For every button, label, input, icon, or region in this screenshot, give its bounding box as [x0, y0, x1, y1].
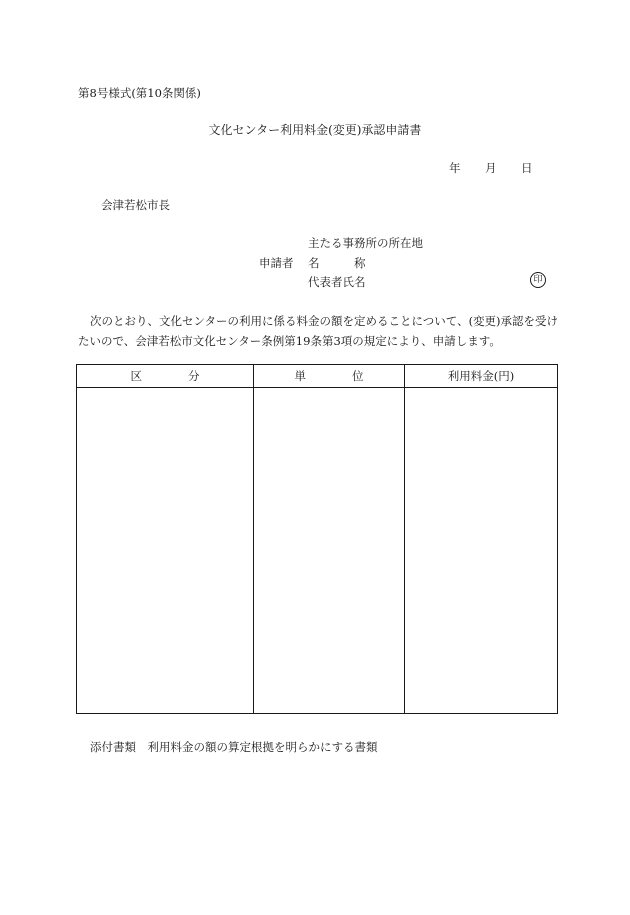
fee-table [76, 364, 558, 714]
form-number: 第8号様式(第10条関係) [78, 86, 201, 100]
column-header-category: 区 分 [77, 365, 254, 388]
representative-name-label: 代表者氏名 [308, 275, 366, 289]
date-day: 日 [521, 161, 533, 175]
addressee: 会津若松市長 [101, 198, 170, 212]
unit-cell[interactable] [254, 388, 405, 714]
name-label: 名 称 [308, 256, 366, 270]
office-address-label: 主たる事務所の所在地 [308, 236, 423, 250]
column-header-fee: 利用料金(円) [405, 365, 558, 388]
column-header-unit: 単 位 [254, 365, 405, 388]
fee-cell[interactable] [405, 388, 558, 714]
date-month: 月 [485, 161, 497, 175]
document-title: 文化センター利用料金(変更)承認申請書 [208, 123, 422, 137]
date-year: 年 [449, 161, 461, 175]
applicant-label: 申請者 [259, 256, 294, 270]
table-header-row [77, 365, 558, 388]
category-cell[interactable] [77, 388, 254, 714]
date-line [449, 160, 533, 176]
attachment-note: 添付書類 利用料金の額の算定根拠を明らかにする書類 [90, 740, 378, 754]
seal-mark: 印 [530, 272, 546, 288]
body-text: 次のとおり、文化センターの利用に係る料金の額を定めることについて、(変更)承認を受けたいので、会津若松市文化センター条例第19条第3項の規定により、申請します。 [78, 314, 559, 348]
table-row [77, 388, 558, 714]
